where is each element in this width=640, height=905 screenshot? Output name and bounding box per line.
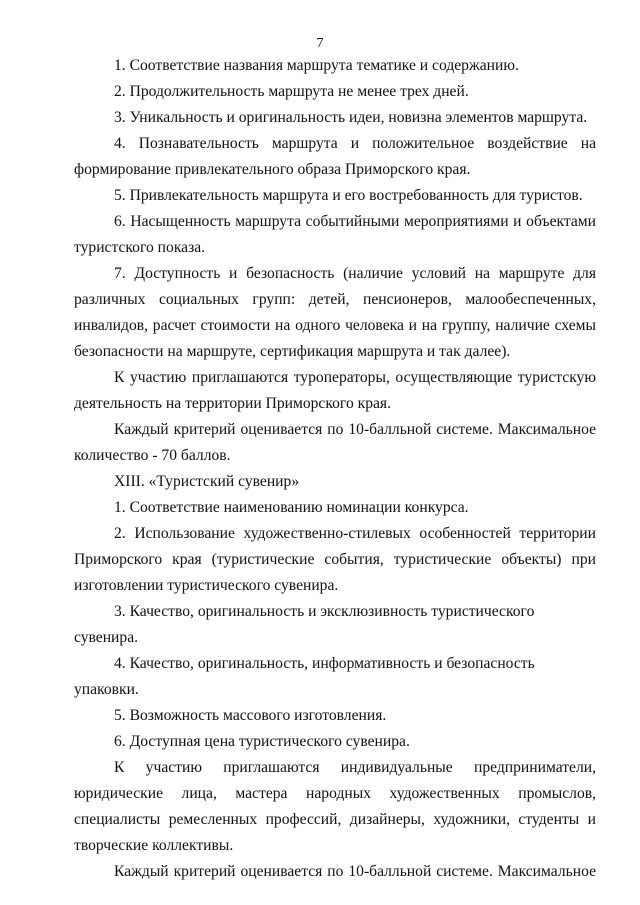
souvenir-participants: К участию приглашаются индивидуальные предприниматели, юридические лица, мастера народных художественных промыслов, специалисты ремесленных профессий, дизайнеры, художники, студенты и творческие коллективы.	[74, 759, 596, 854]
route-criterion-5: 5. Привлекательность маршрута и его востребованность для туристов.	[114, 187, 583, 204]
souvenir-criterion-3: 3. Качество, оригинальность и эксклюзивность туристического сувенира.	[74, 603, 535, 646]
souvenir-criterion-4: 4. Качество, оригинальность, информативность и безопасность упаковки.	[74, 655, 535, 698]
souvenir-criterion-5: 5. Возможность массового изготовления.	[114, 707, 387, 724]
route-criterion-6: 6. Насыщенность маршрута событийными мероприятиями и объектами туристского показа.	[74, 213, 596, 256]
route-criterion-7: 7. Доступность и безопасность (наличие условий на маршруте для различных социальных групп: детей, пенсионеров, малообеспеченных, инвалидов, расчет стоимости на одного человека и на группу, наличие схемы безопасности на маршруте, сертификация маршрута и так далее).	[74, 265, 596, 360]
page-number: 7	[316, 36, 324, 51]
souvenir-scoring: Каждый критерий оценивается по 10-балльной системе. Максимальное	[114, 863, 596, 880]
route-criterion-4: 4. Познавательность маршрута и положительное воздействие на формирование привлекательного образа Приморского края.	[74, 135, 596, 178]
route-participants: К участию приглашаются туроператоры, осуществляющие туристскую деятельность на территории Приморского края.	[74, 369, 596, 412]
section-heading-souvenir: XIII. «Туристский сувенир»	[114, 473, 300, 490]
route-criterion-1: 1. Соответствие названия маршрута тематике и содержанию.	[114, 57, 519, 74]
route-scoring: Каждый критерий оценивается по 10-балльной системе. Максимальное количество - 70 баллов.	[74, 421, 596, 464]
souvenir-criterion-2: 2. Использование художественно-стилевых особенностей территории Приморского края (туристические события, туристические объекты) при изготовлении туристического сувенира.	[74, 525, 596, 594]
souvenir-criterion-1: 1. Соответствие наименованию номинации конкурса.	[114, 499, 469, 516]
document-body	[74, 53, 596, 885]
route-criterion-2: 2. Продолжительность маршрута не менее трех дней.	[114, 83, 469, 100]
route-criterion-3: 3. Уникальность и оригинальность идеи, новизна элементов маршрута.	[114, 109, 588, 126]
souvenir-criterion-6: 6. Доступная цена туристического сувенира.	[114, 733, 410, 750]
